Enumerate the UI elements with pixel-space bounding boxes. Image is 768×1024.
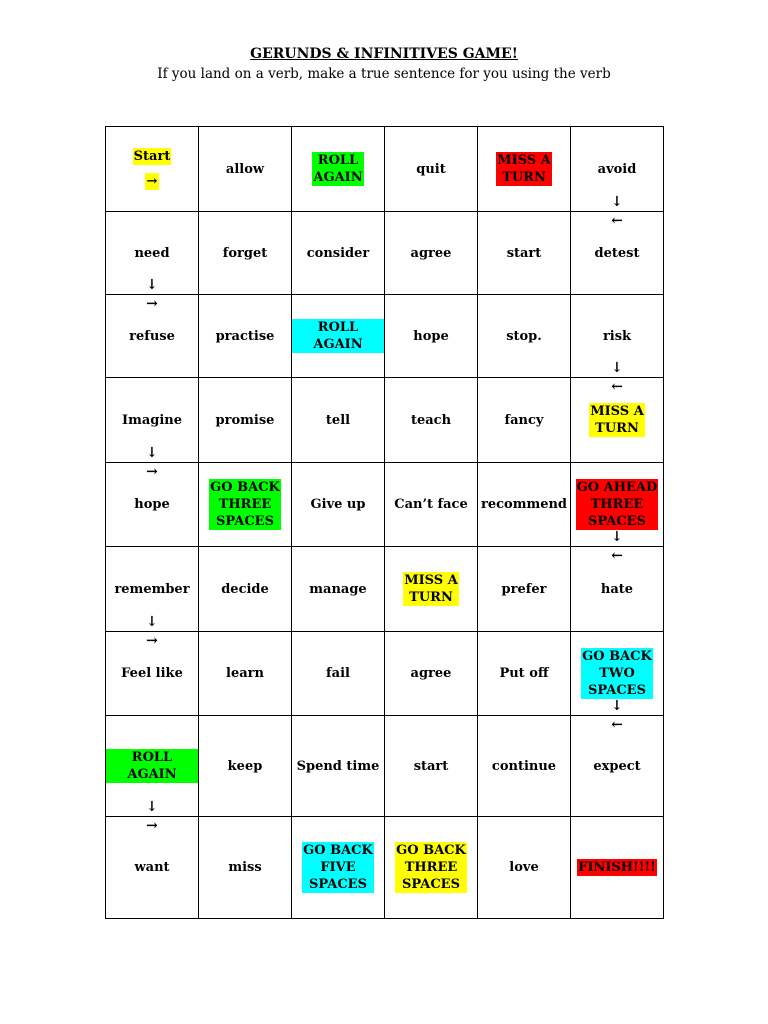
board-square [385,547,478,632]
square-label: MISS A TURN [590,404,644,436]
board-square [478,212,571,295]
arrow-left-icon: ← [611,548,623,564]
square-label: allow [225,161,265,177]
square-label: agree [410,666,452,681]
arrow-down-icon: ↓ [611,194,623,210]
board-square [199,212,292,295]
square-label: MISS A TURN [404,573,458,605]
square-label: GO BACK TWO SPACES [582,649,652,698]
square-label: need [134,245,170,261]
arrow-right-icon: → [146,174,158,189]
arrow-right-icon: → [146,296,158,312]
square-label: forget [222,245,268,261]
square-label: detest [594,245,640,261]
board-square [106,127,199,212]
square-label: ROLL AGAIN [313,153,363,185]
square-label: Start [133,149,171,164]
board-square [106,632,199,716]
square-label: FINISH!!!! [578,860,656,875]
board-square [385,127,478,212]
board-square [571,463,664,547]
board-row [106,716,664,817]
arrow-down-icon: ↓ [611,698,623,714]
board-square [199,295,292,378]
board-square [478,817,571,919]
square-label: stop. [506,328,542,344]
square-label: remember [114,581,190,597]
square-label: GO BACK THREE SPACES [210,480,280,529]
square-label: learn [226,666,264,681]
board-square [292,547,385,632]
board-square [571,632,664,716]
square-label: agree [410,245,452,261]
board-square [292,463,385,547]
board-row [106,127,664,212]
square-label: tell [325,412,351,428]
square-label: miss [228,860,262,875]
board-square [478,716,571,817]
arrow-down-icon: ↓ [611,360,623,376]
board-row [106,817,664,919]
board-square [292,632,385,716]
board-row [106,547,664,632]
board-square [385,295,478,378]
board-square [478,463,571,547]
square-label: start [413,758,449,774]
board-square [571,212,664,295]
board-square [199,463,292,547]
square-label: want [134,860,170,875]
square-label: Feel like [121,666,183,681]
game-board [105,126,664,919]
square-label: hope [413,328,449,344]
board-square [478,378,571,463]
square-label: ROLL AGAIN [292,319,384,353]
board-square [292,716,385,817]
page-title: GERUNDS & INFINITIVES GAME! [250,46,518,62]
square-label: practise [215,328,275,344]
board-row [106,212,664,295]
square-label: fail [326,666,350,681]
arrow-left-icon: ← [611,717,623,733]
board-square [478,547,571,632]
board-row [106,632,664,716]
arrow-down-icon: ↓ [611,529,623,545]
square-label: quit [416,161,446,177]
board-square [199,127,292,212]
board-square [571,817,664,919]
board-square [478,295,571,378]
page-subtitle: If you land on a verb, make a true sentence for you using the verb [157,66,611,82]
board-square [385,817,478,919]
square-label: GO BACK FIVE SPACES [303,843,373,892]
arrow-right-icon: → [146,464,158,480]
board-row [106,295,664,378]
board-square [385,378,478,463]
board-square [106,378,199,463]
board-square [292,127,385,212]
board-square [106,817,199,919]
board-square [385,212,478,295]
arrow-down-icon: ↓ [146,614,158,630]
square-label: keep [227,758,263,774]
arrow-right-icon: → [146,633,158,649]
square-label: ROLL AGAIN [106,749,198,783]
board-square [292,378,385,463]
board-square [571,378,664,463]
board-square [106,212,199,295]
board-square [106,463,199,547]
board-square [571,127,664,212]
square-label: manage [309,581,367,597]
square-label: Give up [310,497,366,512]
board-square [199,632,292,716]
arrow-left-icon: ← [611,379,623,395]
board-square [106,547,199,632]
square-label: start [506,245,542,261]
square-label: prefer [501,581,547,597]
board-square [571,547,664,632]
arrow-down-icon: ↓ [146,799,158,815]
square-label: Put off [499,666,549,681]
arrow-down-icon: ↓ [146,445,158,461]
board-square [571,716,664,817]
square-label: continue [491,758,557,774]
board-square [199,817,292,919]
square-label: refuse [129,328,175,344]
board-square [292,817,385,919]
board-square [199,547,292,632]
board-square [385,716,478,817]
square-label: recommend [480,497,568,512]
square-label: Spend time [296,758,380,774]
square-label: Imagine [121,412,182,428]
arrow-down-icon: ↓ [146,277,158,293]
board-square [106,716,199,817]
board-square [385,632,478,716]
square-label: hope [134,497,170,512]
board-square [292,212,385,295]
square-label: risk [602,328,632,344]
board-square [292,295,385,378]
board-square [199,716,292,817]
square-label: fancy [504,412,544,428]
square-label: hate [600,581,634,597]
board-row [106,463,664,547]
square-label: MISS A TURN [497,153,551,185]
square-label: avoid [597,161,637,177]
board-square [478,632,571,716]
board-square [478,127,571,212]
square-label: Can’t face [394,497,468,512]
board-square [199,378,292,463]
square-label: decide [221,581,269,597]
arrow-right-icon: → [146,818,158,834]
square-label: love [509,860,539,875]
square-label: consider [306,245,370,261]
square-label: GO BACK THREE SPACES [396,843,466,892]
square-label: GO AHEAD THREE SPACES [576,480,658,529]
board-square [385,463,478,547]
square-label: teach [410,412,452,428]
board-square [571,295,664,378]
board-square [106,295,199,378]
arrow-left-icon: ← [611,213,623,229]
square-label: expect [593,758,641,774]
board-row [106,378,664,463]
square-label: promise [215,412,275,428]
